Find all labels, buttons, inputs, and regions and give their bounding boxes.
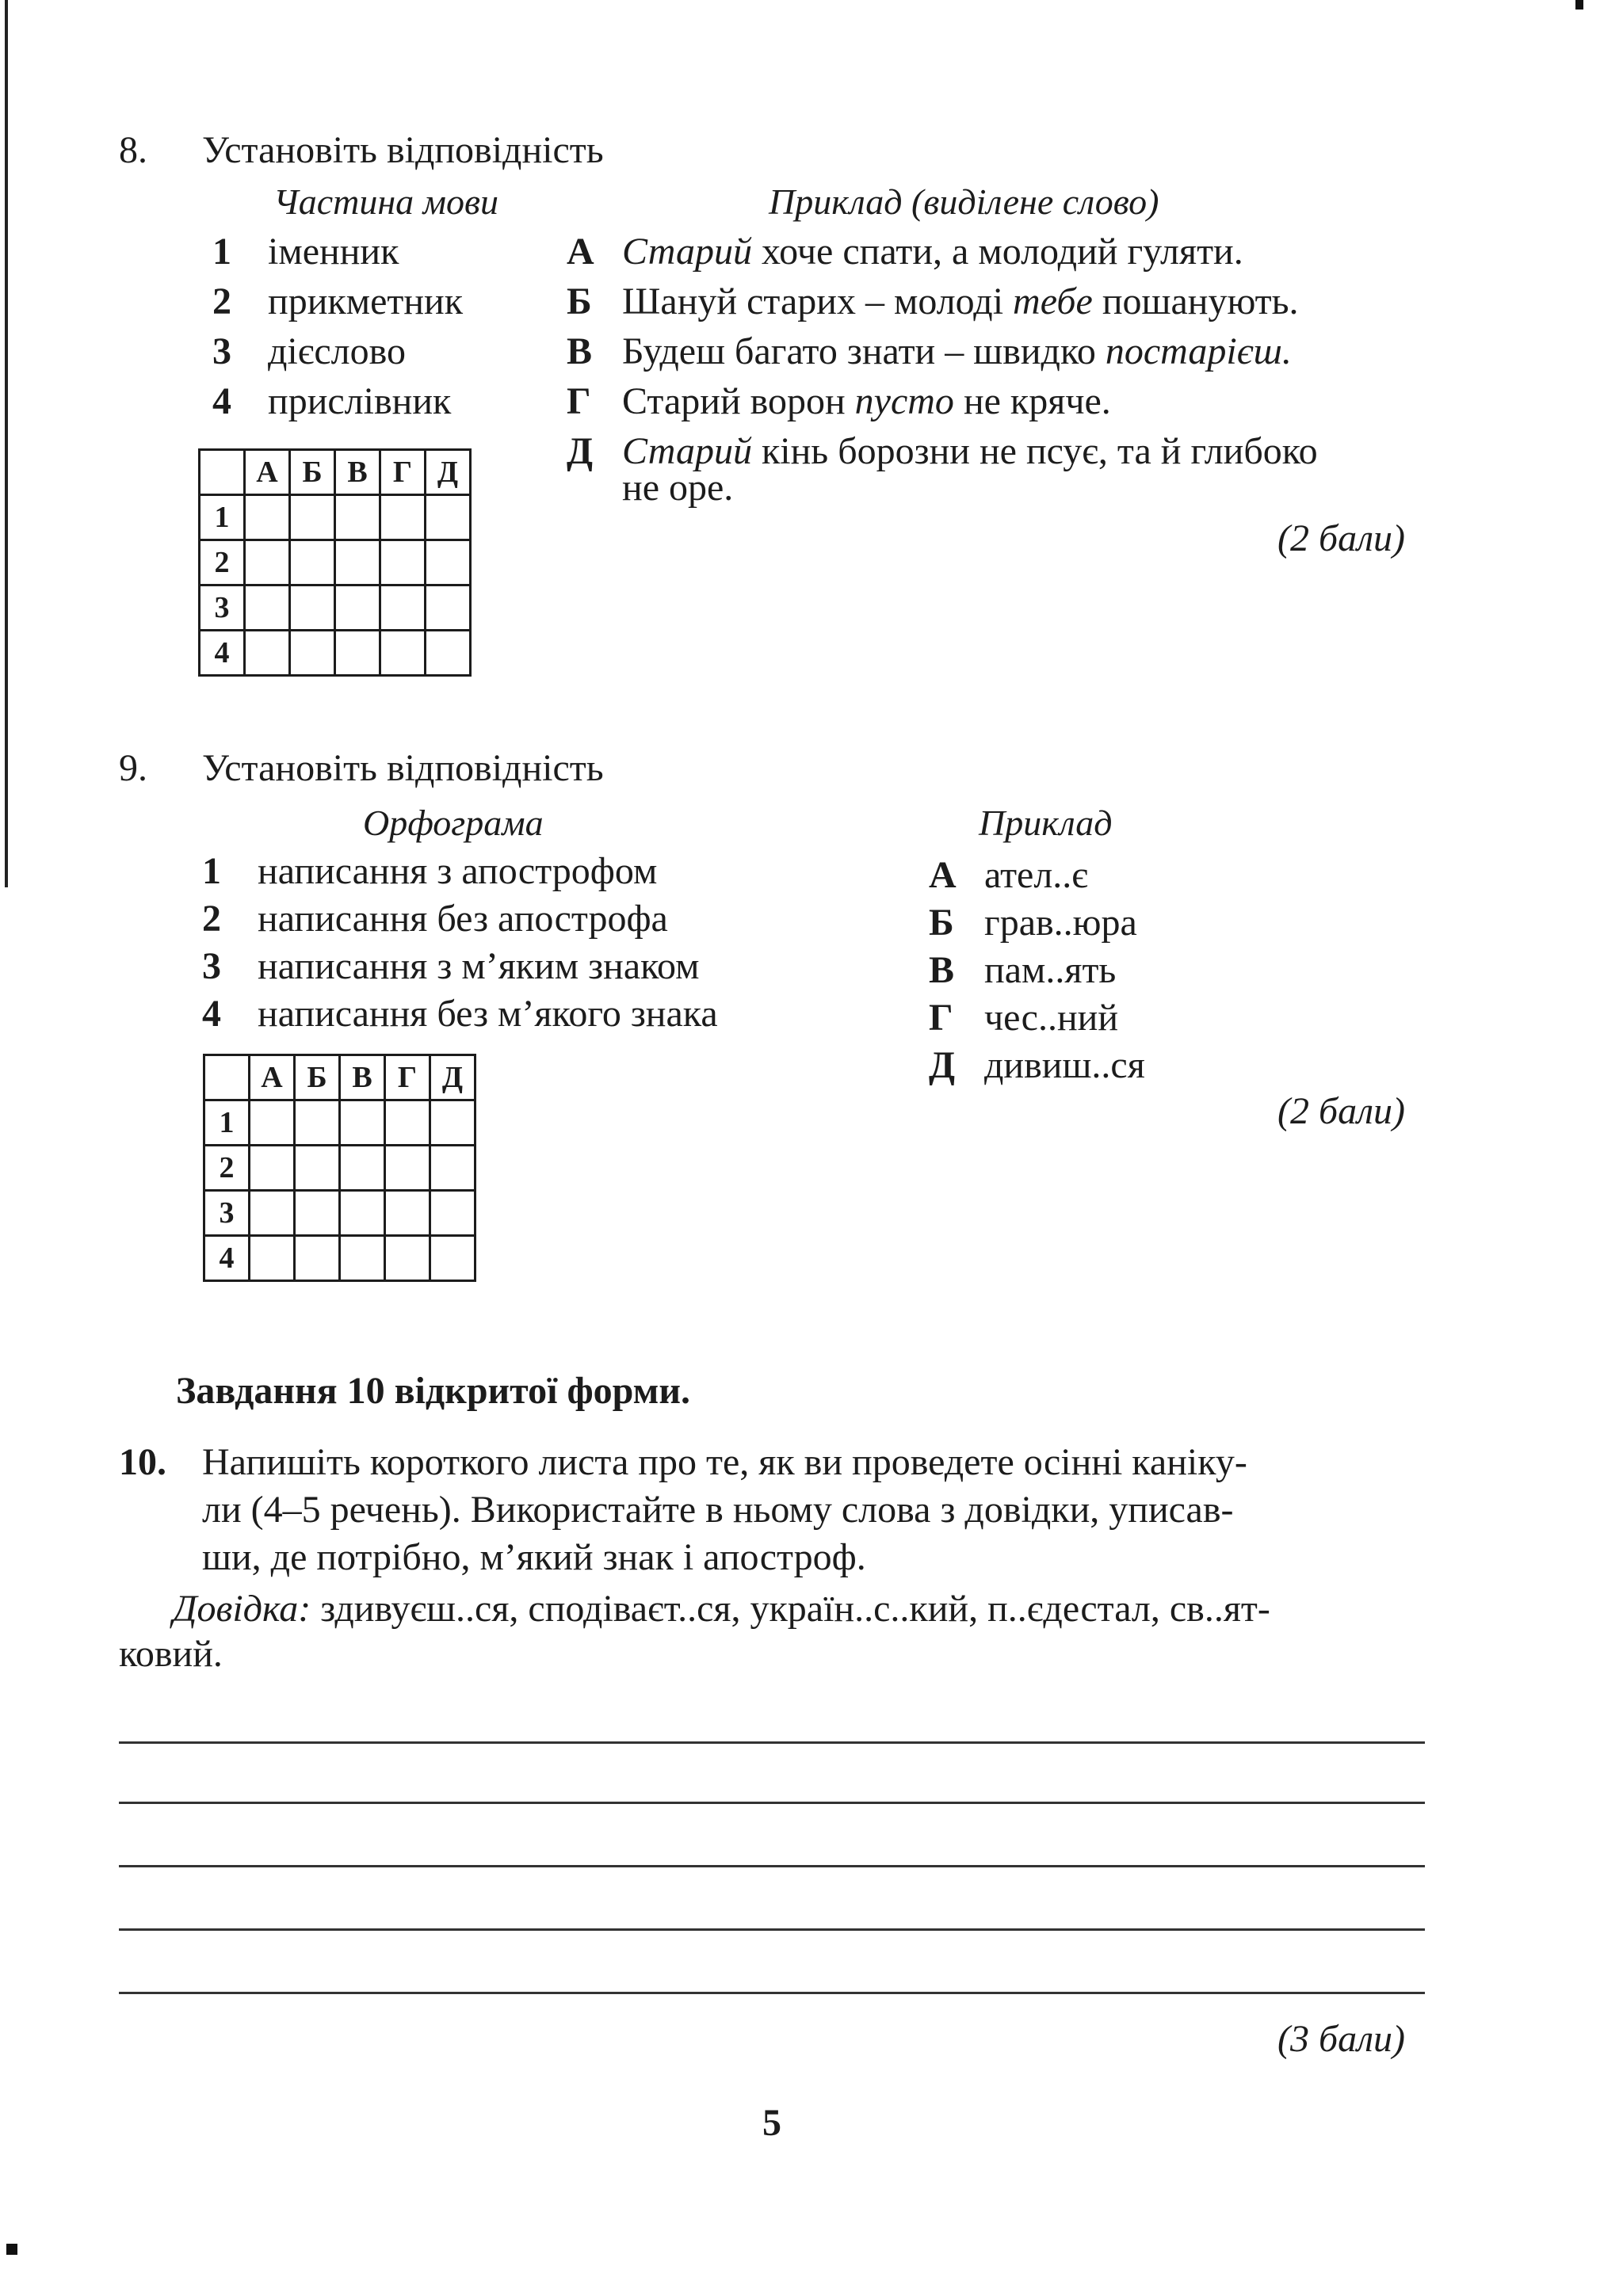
task-8-grid-answer-cell[interactable] — [426, 585, 471, 631]
list-item — [212, 379, 451, 424]
task-9-grid-row — [204, 1100, 475, 1146]
task-8-grid-row-header: 4 — [200, 631, 245, 676]
task-8-grid-corner — [200, 450, 245, 495]
task-10-section-title: Завдання 10 відкритої форми. — [176, 1370, 690, 1412]
text-fragment: не кряче. — [953, 380, 1111, 422]
task-9-grid-answer-cell[interactable] — [250, 1236, 295, 1281]
option-letter: А — [567, 231, 594, 273]
task-8-grid-answer-cell[interactable] — [335, 540, 380, 585]
task-8-grid-answer-cell[interactable] — [426, 495, 471, 540]
task-10-hint-continuation: ковий. — [119, 1633, 223, 1675]
task-9-grid-answer-cell[interactable] — [340, 1191, 385, 1236]
text-fragment: пошанують. — [1092, 280, 1299, 322]
task-8-grid-answer-cell[interactable] — [290, 631, 335, 676]
task-10-text-line-3: ши, де потрібно, м’який знак і апостроф. — [202, 1536, 866, 1578]
task-9-grid-answer-cell[interactable] — [340, 1236, 385, 1281]
task-9-grid-answer-cell[interactable] — [340, 1146, 385, 1191]
task-8-grid-answer-cell[interactable] — [245, 585, 290, 631]
task-8-grid-answer-cell[interactable] — [380, 585, 426, 631]
task-9-grid-row — [204, 1236, 475, 1281]
option-item — [929, 901, 1137, 945]
item-number: 2 — [202, 898, 221, 940]
option-item — [929, 1043, 1145, 1088]
option-letter: Д — [929, 1044, 956, 1086]
answer-line[interactable] — [119, 1928, 1425, 1931]
task-8-score: (2 бали) — [1277, 517, 1406, 559]
task-10-hint — [173, 1587, 1270, 1631]
task-9-grid-answer-cell[interactable] — [430, 1100, 475, 1146]
task-8-grid-answer-cell[interactable] — [380, 540, 426, 585]
task-9-grid-answer-cell[interactable] — [385, 1236, 430, 1281]
item-text: написання з апострофом — [258, 850, 658, 892]
text-fragment: кінь борозни не псує, та й глибоко — [751, 430, 1318, 472]
list-item — [212, 230, 399, 274]
answer-line[interactable] — [119, 1802, 1425, 1804]
task-8-grid-row — [200, 585, 471, 631]
item-text: дієслово — [268, 330, 406, 372]
task-8-grid-answer-cell[interactable] — [380, 495, 426, 540]
task-8-grid-col-header: Д — [426, 450, 471, 495]
task-9-grid-answer-cell[interactable] — [430, 1146, 475, 1191]
item-number: 3 — [202, 945, 221, 987]
task-8-grid-answer-cell[interactable] — [245, 631, 290, 676]
option-text — [622, 330, 1292, 374]
task-9-grid-answer-cell[interactable] — [250, 1100, 295, 1146]
highlighted-word: пусто — [854, 380, 954, 422]
highlighted-word: тебе — [1013, 280, 1093, 322]
option-letter: Г — [567, 380, 591, 422]
task-9-grid-col-header: Г — [385, 1055, 430, 1100]
option-text — [622, 230, 1243, 274]
option-letter: В — [567, 330, 593, 372]
task-9-number: 9. — [119, 747, 147, 789]
task-8-grid-row — [200, 495, 471, 540]
task-9-grid-answer-cell[interactable] — [250, 1146, 295, 1191]
item-number: 2 — [212, 280, 231, 322]
task-9-instruction: Установіть відповідність — [202, 747, 604, 789]
task-9-grid-answer-cell[interactable] — [430, 1236, 475, 1281]
option-item — [567, 230, 1243, 274]
task-10-text-line-1: Напишіть короткого листа про те, як ви проведете осінні каніку- — [202, 1441, 1247, 1483]
task-9-right-header: Приклад — [979, 803, 1113, 843]
task-9-grid-row — [204, 1146, 475, 1191]
page-edge-shadow — [5, 0, 8, 887]
task-8-grid-header-row — [200, 450, 471, 495]
option-text: грав..юра — [984, 902, 1137, 944]
option-text: пам..ять — [984, 949, 1117, 991]
list-item — [212, 330, 406, 374]
answer-line[interactable] — [119, 1741, 1425, 1744]
option-text: ател..є — [984, 854, 1088, 896]
task-8-grid-col-header: А — [245, 450, 290, 495]
task-10-number: 10. — [119, 1441, 166, 1483]
highlighted-word: постарієш. — [1105, 330, 1292, 372]
option-letter: Г — [929, 997, 953, 1039]
task-9-score: (2 бали) — [1277, 1090, 1406, 1132]
task-9-grid-answer-cell[interactable] — [295, 1146, 340, 1191]
task-8-right-header: Приклад (виділене слово) — [769, 181, 1159, 222]
task-8-grid-answer-cell[interactable] — [245, 495, 290, 540]
task-8-grid-answer-cell[interactable] — [290, 585, 335, 631]
text-fragment: хоче спати, а молодий гуляти. — [751, 231, 1243, 273]
task-8-grid-answer-cell[interactable] — [380, 631, 426, 676]
task-9-grid-row-header: 3 — [204, 1191, 250, 1236]
option-text: дивиш..ся — [984, 1044, 1145, 1086]
item-text: прислівник — [268, 380, 452, 422]
task-8-answer-grid — [198, 448, 472, 677]
item-number: 4 — [212, 380, 231, 422]
task-8-grid-row — [200, 540, 471, 585]
task-9-grid-answer-cell[interactable] — [385, 1191, 430, 1236]
option-text — [622, 280, 1299, 324]
item-number: 3 — [212, 330, 231, 372]
task-9-grid-corner — [204, 1055, 250, 1100]
answer-line[interactable] — [119, 1865, 1425, 1867]
task-10-text-line-2: ли (4–5 речень). Використайте в ньому слова з довідки, уписав- — [202, 1489, 1234, 1531]
option-item — [929, 948, 1116, 993]
task-8-grid-answer-cell[interactable] — [245, 540, 290, 585]
task-8-grid-answer-cell[interactable] — [290, 540, 335, 585]
option-item — [567, 379, 1111, 424]
scan-mark — [1575, 0, 1583, 10]
item-text: написання без м’якого знака — [258, 993, 718, 1035]
task-8-grid-row — [200, 631, 471, 676]
option-item — [929, 996, 1118, 1040]
page-number: 5 — [762, 2102, 781, 2144]
option-text — [622, 379, 1111, 424]
task-9-grid-col-header: Д — [430, 1055, 475, 1100]
task-10-hint-text: здивуєш..ся, сподіваєт..ся, україн..с..кий, п..єдестал, св..ят- — [311, 1588, 1270, 1630]
task-9-grid-answer-cell[interactable] — [295, 1191, 340, 1236]
task-8-left-header: Частина мови — [273, 181, 498, 222]
task-8-grid-answer-cell[interactable] — [335, 585, 380, 631]
task-8-grid-col-header: В — [335, 450, 380, 495]
item-text: прикметник — [268, 280, 464, 322]
option-letter: Б — [567, 280, 592, 322]
task-8-grid-row-header: 2 — [200, 540, 245, 585]
task-8-grid-col-header: Б — [290, 450, 335, 495]
task-8-grid-col-header: Г — [380, 450, 426, 495]
answer-line[interactable] — [119, 1992, 1425, 1994]
item-text: написання без апострофа — [258, 898, 668, 940]
task-9-grid-row-header: 4 — [204, 1236, 250, 1281]
text-fragment: Будеш багато знати – швидко — [622, 330, 1106, 372]
option-letter: В — [929, 949, 955, 991]
option-letter: А — [929, 854, 957, 896]
task-9-grid-answer-cell[interactable] — [385, 1146, 430, 1191]
item-number: 1 — [212, 231, 231, 273]
task-9-grid-answer-cell[interactable] — [250, 1191, 295, 1236]
task-8-option-continuation: не оре. — [622, 467, 734, 509]
task-9-answer-grid — [203, 1054, 476, 1282]
list-item — [202, 992, 718, 1036]
task-8-number: 8. — [119, 129, 147, 171]
task-9-grid-row-header: 2 — [204, 1146, 250, 1191]
list-item — [202, 849, 657, 894]
text-fragment: Старий ворон — [622, 380, 855, 422]
option-item — [567, 330, 1292, 374]
list-item — [212, 280, 463, 324]
highlighted-word: Старий — [622, 430, 752, 472]
task-10-hint-label: Довідка: — [173, 1588, 311, 1630]
item-text: іменник — [268, 231, 399, 273]
list-item — [202, 944, 699, 989]
highlighted-word: Старий — [622, 231, 752, 273]
task-8-grid-answer-cell[interactable] — [426, 540, 471, 585]
task-9-grid-row-header: 1 — [204, 1100, 250, 1146]
task-8-grid-answer-cell[interactable] — [426, 631, 471, 676]
option-letter: Б — [929, 902, 954, 944]
task-9-grid-row — [204, 1191, 475, 1236]
list-item — [202, 897, 668, 941]
task-9-grid-col-header: Б — [295, 1055, 340, 1100]
option-letter: Д — [567, 430, 594, 472]
task-9-grid-answer-cell[interactable] — [340, 1100, 385, 1146]
task-8-grid-answer-cell[interactable] — [335, 495, 380, 540]
task-9-left-header: Орфограма — [363, 803, 544, 843]
task-9-grid-col-header: В — [340, 1055, 385, 1100]
task-9-grid-col-header: А — [250, 1055, 295, 1100]
task-8-grid-row-header: 3 — [200, 585, 245, 631]
item-text: написання з м’яким знаком — [258, 945, 700, 987]
item-number: 1 — [202, 850, 221, 892]
option-item — [567, 280, 1299, 324]
task-9-grid-answer-cell[interactable] — [385, 1100, 430, 1146]
item-number: 4 — [202, 993, 221, 1035]
task-10-score: (3 бали) — [1277, 2018, 1406, 2060]
task-9-grid-answer-cell[interactable] — [295, 1100, 340, 1146]
task-9-grid-header-row — [204, 1055, 475, 1100]
text-fragment: Шануй старих – молоді — [622, 280, 1014, 322]
task-8-instruction: Установіть відповідність — [202, 129, 604, 171]
task-8-grid-answer-cell[interactable] — [335, 631, 380, 676]
scan-mark — [6, 2244, 17, 2255]
option-text: чес..ний — [984, 997, 1119, 1039]
option-item — [929, 853, 1088, 898]
task-8-grid-row-header: 1 — [200, 495, 245, 540]
task-8-grid-answer-cell[interactable] — [290, 495, 335, 540]
task-9-grid-answer-cell[interactable] — [295, 1236, 340, 1281]
task-9-grid-answer-cell[interactable] — [430, 1191, 475, 1236]
